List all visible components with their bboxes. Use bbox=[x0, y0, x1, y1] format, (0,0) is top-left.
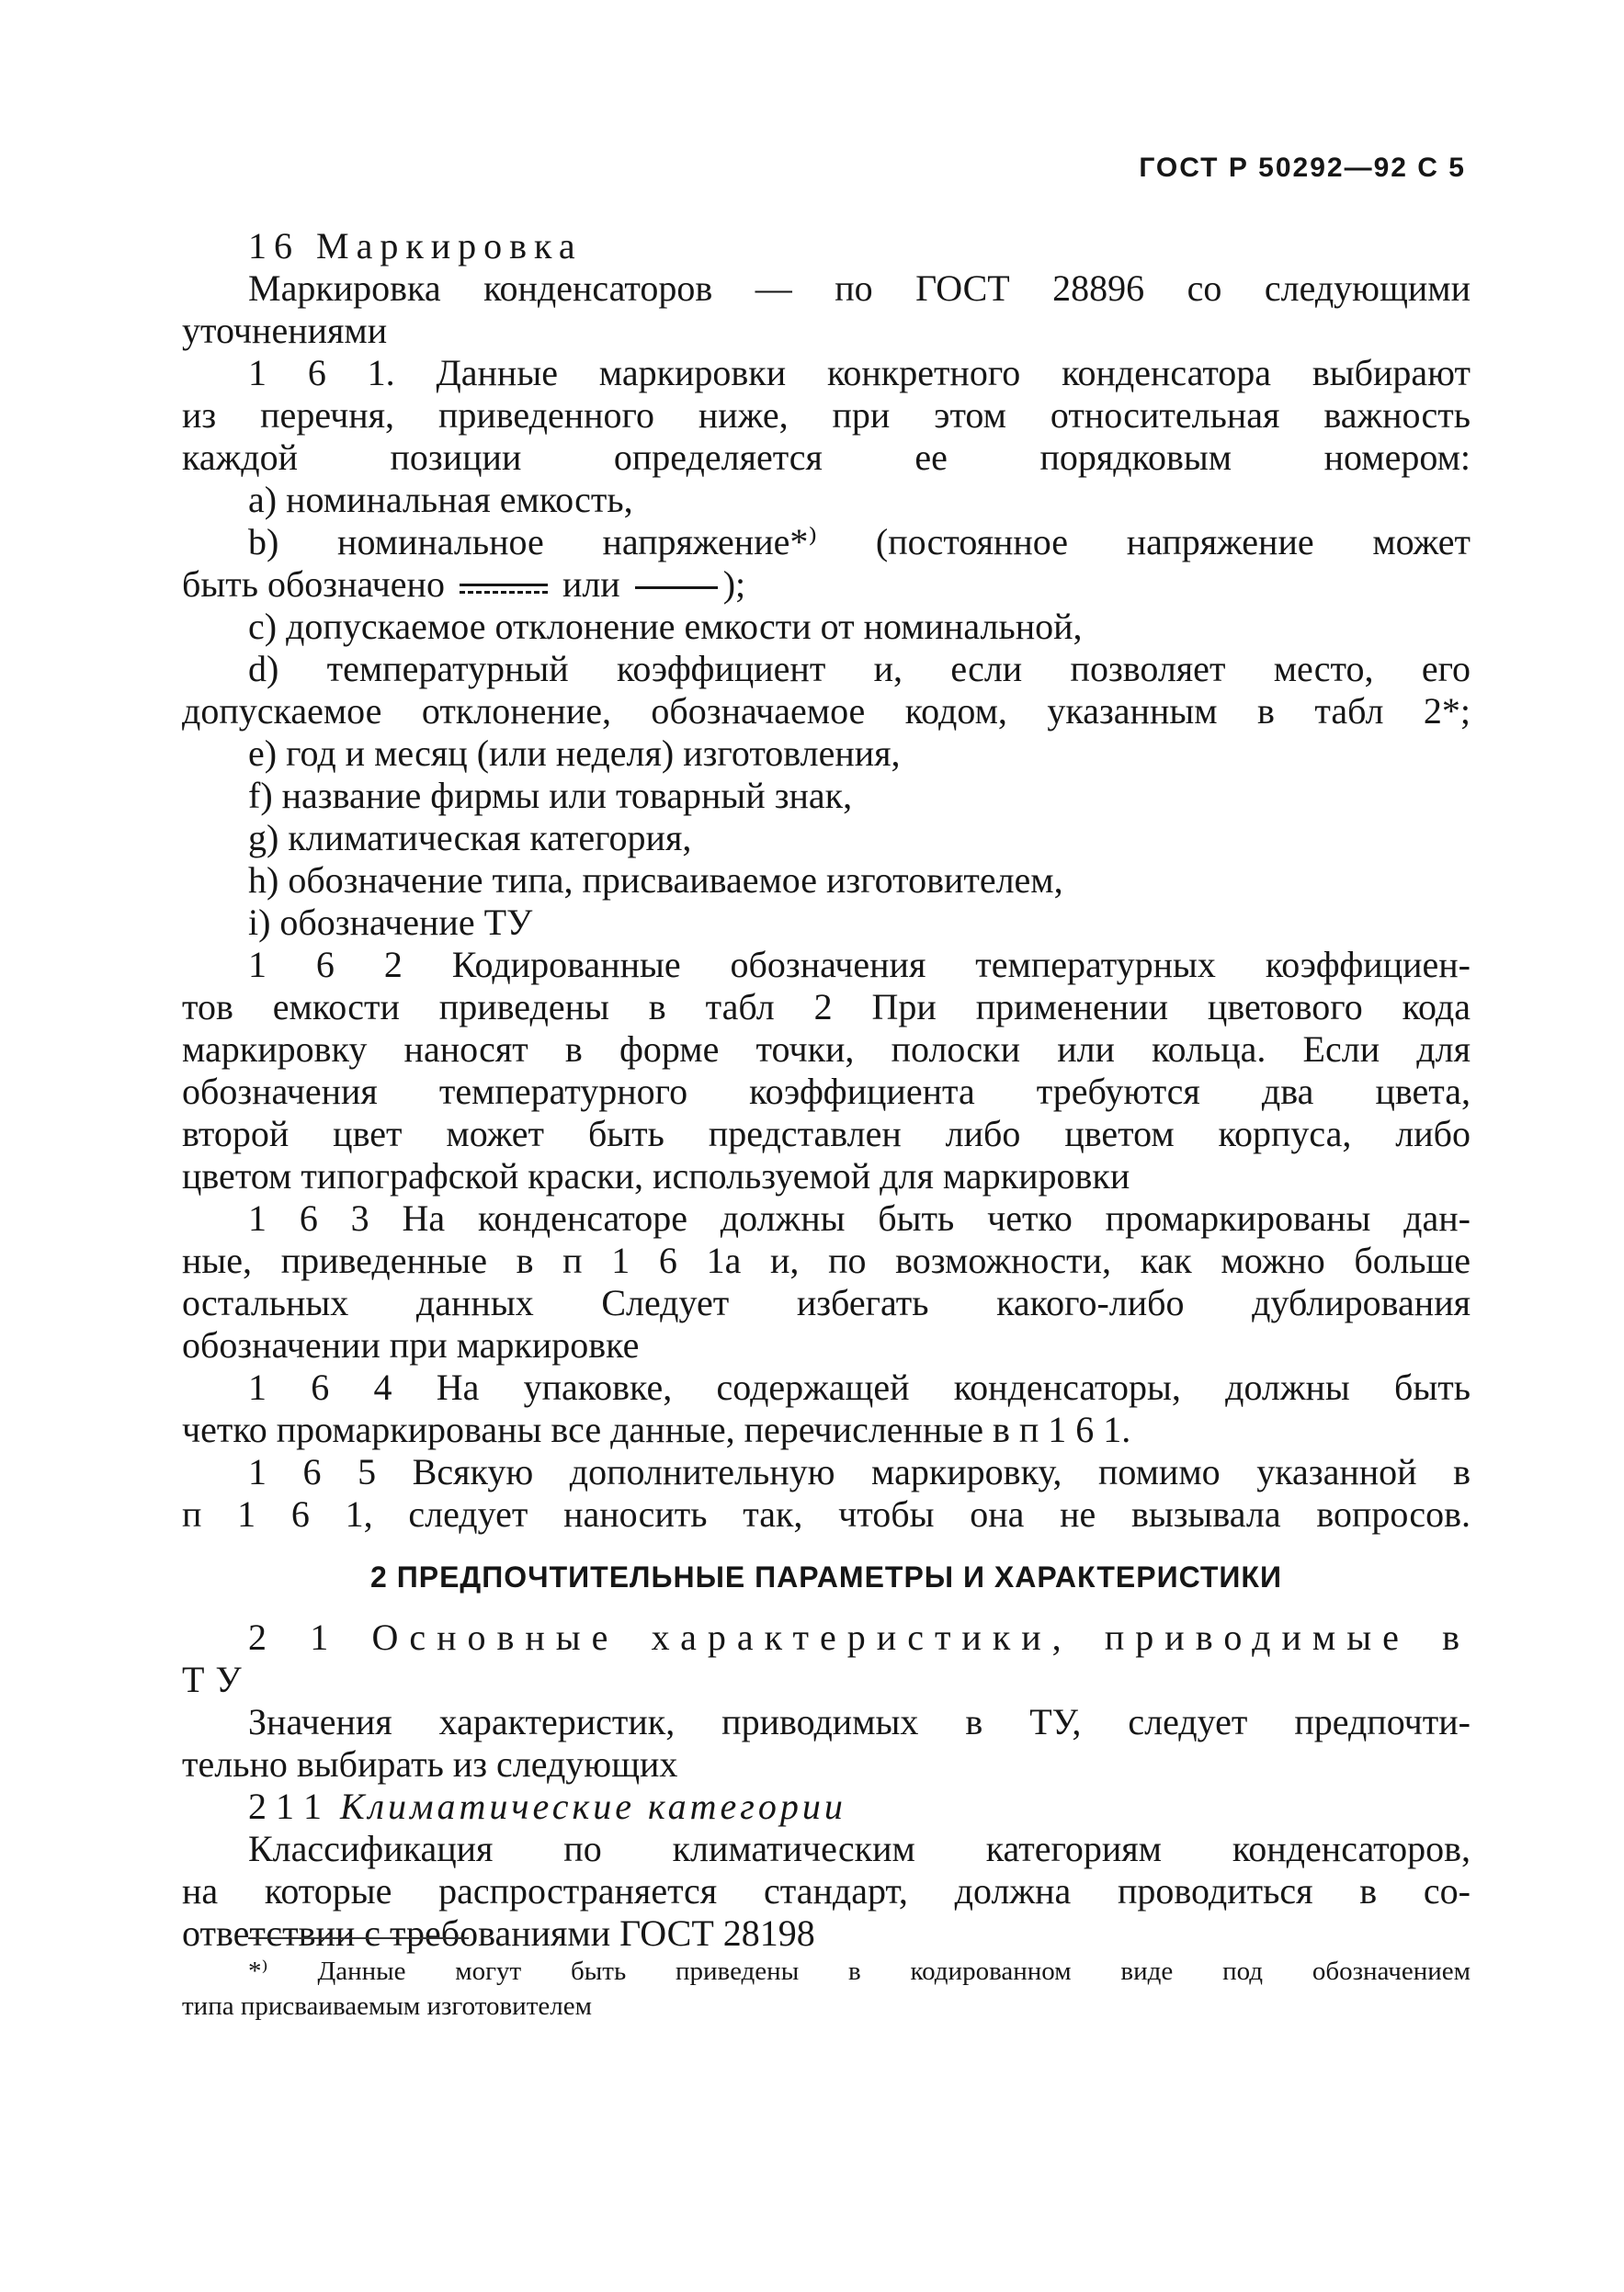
paragraph-line: 1 6 2 Кодированные обозначения температурных коэффициен- bbox=[248, 944, 1471, 985]
text-fragment: или bbox=[562, 563, 620, 605]
subsection-heading: 2 1 Основные характеристики, приводимые в bbox=[248, 1617, 1471, 1658]
document-body bbox=[182, 225, 1471, 1955]
paragraph-line: на которые распространяется стандарт, должна проводиться в со- bbox=[182, 1870, 1471, 1912]
paragraph-line: ные, приведенные в п 1 6 1а и, по возможности, как можно больше bbox=[182, 1240, 1471, 1281]
paragraph-line: 1 6 5 Всякую дополнительную маркировку, помимо указанной в bbox=[248, 1451, 1471, 1492]
paragraph-line: уточнениями bbox=[182, 310, 388, 351]
paragraph-line: Маркировка конденсаторов — по ГОСТ 28896 со следующими bbox=[248, 267, 1471, 309]
paragraph-line: четко промаркированы все данные, перечисленные в п 1 6 1. bbox=[182, 1409, 1131, 1450]
dc-line-symbol bbox=[635, 586, 718, 589]
paragraph-line: из перечня, приведенного ниже, при этом относительная важность bbox=[182, 394, 1471, 436]
paragraph-line: Классификация по климатическим категориям конденсаторов, bbox=[248, 1828, 1471, 1869]
dc-voltage-symbol bbox=[460, 579, 548, 597]
list-item: c) допускаемое отклонение емкости от номинальной, bbox=[248, 606, 1083, 647]
paragraph-line: каждой позиции определяется ее порядковым номером: bbox=[182, 437, 1471, 478]
footnote-divider bbox=[248, 1937, 469, 1939]
footnote-line: *⁾ Данные могут быть приведены в кодированном виде под обозначением bbox=[248, 1957, 1471, 1986]
paragraph-line: ответствии с требованиями ГОСТ 28198 bbox=[182, 1912, 815, 1954]
paragraph-line: второй цвет может быть представлен либо цветом корпуса, либо bbox=[182, 1113, 1471, 1154]
paragraph-line: тельно выбирать из следующих bbox=[182, 1743, 678, 1785]
page-header: ГОСТ Р 50292—92 С 5 bbox=[1139, 153, 1466, 183]
list-item: b) номинальное напряжение*⁾ (постоянное напряжение может bbox=[248, 521, 1471, 562]
paragraph-line: тов емкости приведены в табл 2 При применении цветового кода bbox=[182, 986, 1471, 1027]
list-item-continuation: допускаемое отклонение, обозначаемое кодом, указанным в табл 2*; bbox=[182, 690, 1471, 732]
list-item: f) название фирмы или товарный знак, bbox=[248, 775, 853, 816]
paragraph-line: 1 6 1. Данные маркировки конкретного конденсатора выбирают bbox=[248, 352, 1471, 393]
paragraph-line: 1 6 3 На конденсаторе должны быть четко промаркированы дан- bbox=[248, 1197, 1471, 1239]
subsection-heading: ТУ bbox=[182, 1659, 253, 1700]
text-fragment: ); bbox=[722, 563, 746, 605]
list-item: i) обозначение ТУ bbox=[248, 902, 533, 943]
section-16-title: 16 Маркировка bbox=[248, 225, 583, 267]
paragraph-line: обозначения температурного коэффициента требуются два цвета, bbox=[182, 1071, 1471, 1112]
paragraph-line: цветом типографской краски, используемой для маркировки bbox=[182, 1155, 1130, 1197]
footnote bbox=[182, 1954, 1471, 2024]
list-item: d) температурный коэффициент и, если позволяет место, его bbox=[248, 648, 1471, 689]
list-item-continuation bbox=[182, 563, 1471, 606]
paragraph-line: маркировку наносят в форме точки, полоски или кольца. Если для bbox=[182, 1028, 1471, 1070]
subsection-title: Климатические категории bbox=[340, 1786, 846, 1827]
subsection-heading bbox=[182, 1786, 1471, 1828]
paragraph-line: обозначении при маркировке bbox=[182, 1324, 640, 1366]
subsection-number: 2 1 1 bbox=[248, 1786, 322, 1827]
list-item: h) обозначение типа, присваиваемое изготовителем, bbox=[248, 859, 1063, 901]
section-2-title: 2 ПРЕДПОЧТИТЕЛЬНЫЕ ПАРАМЕТРЫ И ХАРАКТЕРИСТИКИ bbox=[370, 1560, 1282, 1594]
footnote-line: типа присваиваемым изготовителем bbox=[182, 1991, 592, 2021]
paragraph-line: п 1 6 1, следует наносить так, чтобы она не вызывала вопросов. bbox=[182, 1493, 1471, 1535]
paragraph-line: Значения характеристик, приводимых в ТУ, следует предпочти- bbox=[248, 1701, 1471, 1742]
list-item: e) год и месяц (или неделя) изготовления, bbox=[248, 732, 901, 774]
text-fragment: быть обозначено bbox=[182, 563, 445, 605]
paragraph-line: остальных данных Следует избегать какого-либо дублирования bbox=[182, 1282, 1471, 1323]
list-item: a) номинальная емкость, bbox=[248, 479, 633, 520]
list-item: g) климатическая категория, bbox=[248, 817, 692, 858]
paragraph-line: 1 6 4 На упаковке, содержащей конденсаторы, должны быть bbox=[248, 1367, 1471, 1408]
